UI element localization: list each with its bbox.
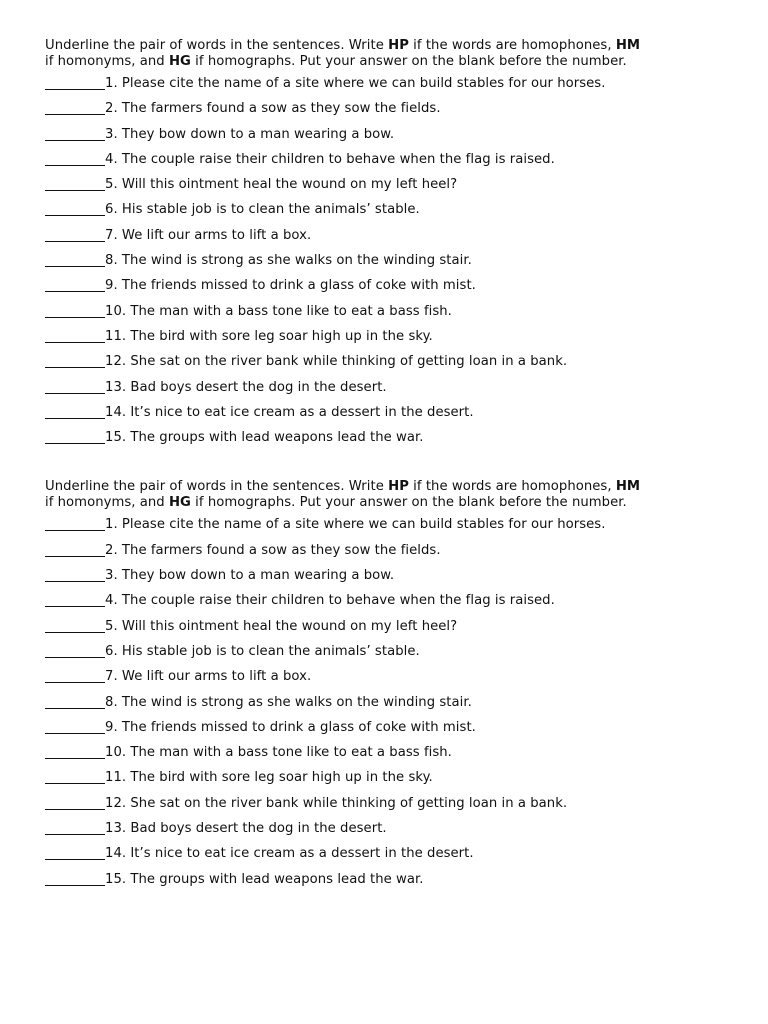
question-text: 6. His stable job is to clean the animals’ stable. <box>105 202 420 218</box>
question-item <box>45 512 735 537</box>
question-text: 7. We lift our arms to lift a box. <box>105 669 312 685</box>
question-item <box>45 816 735 841</box>
instructions-text: Underline the pair of words in the sentences. Write <box>45 38 389 53</box>
instructions-text: if homographs. Put your answer on the blank before the number. <box>190 53 627 69</box>
question-text: 9. The friends missed to drink a glass of coke with mist. <box>105 719 476 735</box>
question-text: 3. They bow down to a man wearing a bow. <box>105 568 395 584</box>
question-item <box>45 71 735 96</box>
answer-blank[interactable] <box>45 744 105 759</box>
answer-blank[interactable] <box>45 126 105 141</box>
answer-blank[interactable] <box>45 252 105 267</box>
question-item <box>45 197 735 222</box>
answer-blank[interactable] <box>45 201 105 216</box>
hm-label: HM <box>615 38 641 53</box>
answer-blank[interactable] <box>45 668 105 683</box>
answer-blank[interactable] <box>45 871 105 886</box>
answer-blank[interactable] <box>45 277 105 292</box>
question-text: 15. The groups with lead weapons lead the war. <box>105 430 424 446</box>
question-item <box>45 349 735 374</box>
hg-label: HG <box>168 494 191 510</box>
answer-blank[interactable] <box>45 719 105 734</box>
question-item <box>45 538 735 563</box>
question-item <box>45 273 735 298</box>
question-text: 1. Please cite the name of a site where we can build stables for our horses. <box>105 517 606 533</box>
question-item <box>45 425 735 450</box>
instructions-text: if homonyms, and <box>45 494 169 510</box>
instructions-text: if the words are homophones, <box>408 479 616 495</box>
answer-blank[interactable] <box>45 618 105 633</box>
answer-blank[interactable] <box>45 795 105 810</box>
question-item <box>45 740 735 765</box>
question-item <box>45 614 735 639</box>
worksheet-section-2 <box>45 479 735 891</box>
question-text: 10. The man with a bass tone like to eat a bass fish. <box>105 303 452 319</box>
question-item <box>45 223 735 248</box>
answer-blank[interactable] <box>45 75 105 90</box>
question-text: 8. The wind is strong as she walks on the winding stair. <box>105 694 472 710</box>
question-text: 1. Please cite the name of a site where we can build stables for our horses. <box>105 76 606 91</box>
question-item <box>45 563 735 588</box>
question-list <box>45 512 735 891</box>
question-text: 7. We lift our arms to lift a box. <box>105 227 312 243</box>
question-item <box>45 867 735 892</box>
answer-blank[interactable] <box>45 694 105 709</box>
instructions-text: if homonyms, and <box>45 53 169 69</box>
question-text: 4. The couple raise their children to behave when the flag is raised. <box>105 151 555 167</box>
question-item <box>45 715 735 740</box>
hp-label: HP <box>388 38 409 53</box>
question-item <box>45 639 735 664</box>
answer-blank[interactable] <box>45 643 105 658</box>
answer-blank[interactable] <box>45 542 105 557</box>
answer-blank[interactable] <box>45 176 105 191</box>
answer-blank[interactable] <box>45 769 105 784</box>
question-item <box>45 299 735 324</box>
question-list <box>45 71 735 450</box>
answer-blank[interactable] <box>45 227 105 242</box>
answer-blank[interactable] <box>45 353 105 368</box>
question-text: 13. Bad boys desert the dog in the desert. <box>105 379 387 395</box>
instructions-text: if the words are homophones, <box>408 38 616 53</box>
answer-blank[interactable] <box>45 567 105 582</box>
question-item <box>45 765 735 790</box>
answer-blank[interactable] <box>45 845 105 860</box>
question-text: 12. She sat on the river bank while thinking of getting loan in a bank. <box>105 354 568 370</box>
hm-label: HM <box>615 479 641 495</box>
question-text: 8. The wind is strong as she walks on the winding stair. <box>105 253 472 269</box>
answer-blank[interactable] <box>45 820 105 835</box>
question-text: 14. It’s nice to eat ice cream as a dessert in the desert. <box>105 404 474 420</box>
question-item <box>45 791 735 816</box>
answer-blank[interactable] <box>45 592 105 607</box>
answer-blank[interactable] <box>45 151 105 166</box>
question-text: 6. His stable job is to clean the animals’ stable. <box>105 643 420 659</box>
worksheet-section-1 <box>45 38 735 450</box>
question-text: 3. They bow down to a man wearing a bow. <box>105 126 395 142</box>
question-text: 4. The couple raise their children to behave when the flag is raised. <box>105 593 555 609</box>
question-text: 2. The farmers found a sow as they sow the fields. <box>105 542 441 558</box>
hg-label: HG <box>168 53 191 69</box>
question-item <box>45 664 735 689</box>
question-text: 9. The friends missed to drink a glass of coke with mist. <box>105 278 476 294</box>
question-text: 10. The man with a bass tone like to eat a bass fish. <box>105 745 452 761</box>
question-item <box>45 588 735 613</box>
worksheet-page <box>45 38 735 892</box>
instructions <box>45 38 735 69</box>
question-text: 13. Bad boys desert the dog in the desert. <box>105 821 387 837</box>
question-item <box>45 324 735 349</box>
instructions-text: if homographs. Put your answer on the blank before the number. <box>190 494 627 510</box>
question-text: 11. The bird with sore leg soar high up in the sky. <box>105 770 433 786</box>
question-text: 2. The farmers found a sow as they sow the fields. <box>105 101 441 117</box>
instructions-text: Underline the pair of words in the sentences. Write <box>45 479 389 495</box>
hp-label: HP <box>388 479 409 495</box>
instructions <box>45 479 735 510</box>
question-text: 14. It’s nice to eat ice cream as a dessert in the desert. <box>105 846 474 862</box>
answer-blank[interactable] <box>45 404 105 419</box>
question-item <box>45 841 735 866</box>
question-item <box>45 248 735 273</box>
answer-blank[interactable] <box>45 379 105 394</box>
question-item <box>45 172 735 197</box>
question-item <box>45 96 735 121</box>
question-item <box>45 122 735 147</box>
question-item <box>45 690 735 715</box>
question-text: 15. The groups with lead weapons lead the war. <box>105 871 424 887</box>
answer-blank[interactable] <box>45 429 105 444</box>
answer-blank[interactable] <box>45 328 105 343</box>
question-text: 5. Will this ointment heal the wound on my left heel? <box>105 618 458 634</box>
question-item <box>45 375 735 400</box>
question-text: 11. The bird with sore leg soar high up in the sky. <box>105 328 433 344</box>
question-item <box>45 147 735 172</box>
question-item <box>45 400 735 425</box>
question-text: 5. Will this ointment heal the wound on my left heel? <box>105 177 458 193</box>
answer-blank[interactable] <box>45 303 105 318</box>
question-text: 12. She sat on the river bank while thinking of getting loan in a bank. <box>105 795 568 811</box>
answer-blank[interactable] <box>45 100 105 115</box>
answer-blank[interactable] <box>45 516 105 531</box>
